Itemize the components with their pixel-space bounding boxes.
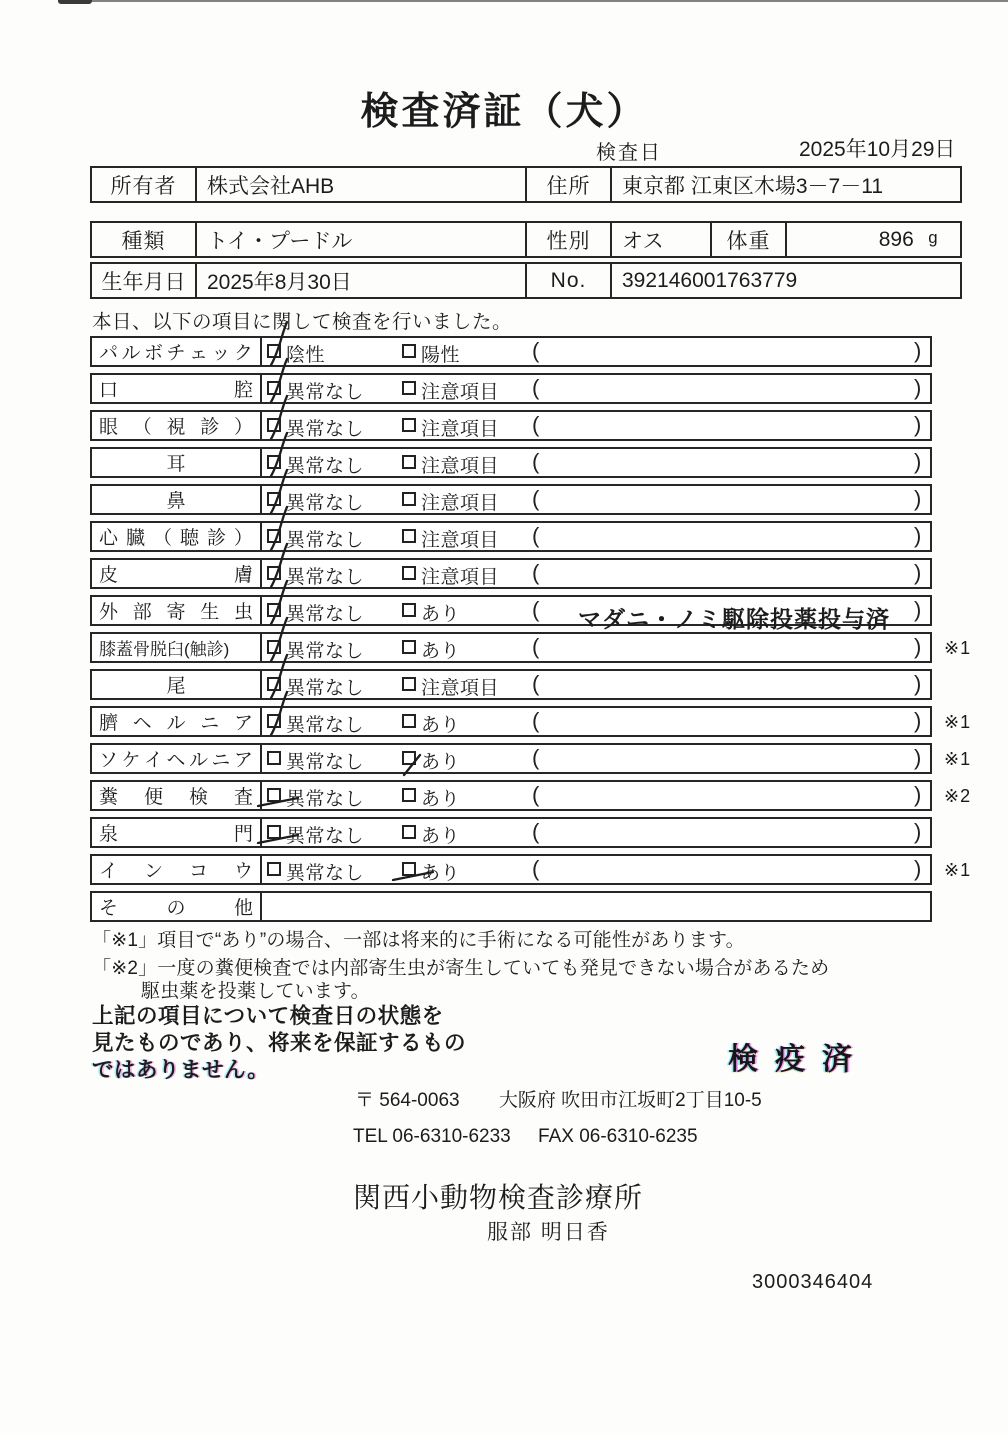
exam-row-7 — [90, 558, 932, 589]
address-value: 東京都 江東区木場3－7－11 — [622, 174, 883, 198]
label-char: コ — [188, 861, 208, 882]
address-label: 住所 — [527, 168, 612, 201]
option2-label: 注意項目 — [421, 567, 500, 588]
reference-mark: ※1 — [944, 860, 972, 880]
tel-line — [353, 1126, 698, 1148]
checkbox-異常なし — [267, 603, 281, 617]
close-paren: ) — [914, 560, 922, 585]
quarantine-stamp: 検疫済 — [728, 1043, 869, 1076]
clinic-name: 関西小動物検査診療所 — [353, 1182, 644, 1213]
checkbox-異常なし — [267, 418, 281, 432]
label-char: 膚 — [233, 565, 253, 586]
no-label: No. — [527, 264, 612, 297]
exam-row-label — [92, 412, 262, 439]
label-char: 臓 — [125, 528, 145, 549]
intro-text: 本日、以下の項目に関して検査を行いました。 — [92, 311, 513, 333]
label-char: 外 — [99, 602, 119, 623]
checkbox-異常なし — [267, 677, 281, 691]
open-paren: ( — [532, 375, 540, 400]
option1-label: 異常なし — [286, 863, 365, 884]
owner-label: 所有者 — [92, 168, 197, 201]
option2-label: あり — [421, 789, 461, 810]
option2-label: 注意項目 — [421, 382, 500, 403]
close-paren: ) — [914, 597, 922, 622]
exam-row-label — [92, 708, 262, 735]
weight-unit: g — [927, 230, 938, 249]
exam-row-content — [264, 523, 930, 550]
breed-row — [90, 221, 962, 258]
open-paren: ( — [532, 597, 540, 622]
close-paren: ) — [914, 523, 922, 548]
label-char: ウ — [233, 861, 253, 882]
label-char: 診 — [206, 528, 226, 549]
checkbox-異常なし — [267, 825, 281, 839]
open-paren: ( — [532, 708, 540, 733]
option1-label: 異常なし — [286, 715, 365, 736]
label-char: ク — [233, 343, 253, 364]
footnote-1: 「※1」項目で“あり”の場合、一部は将来的に手術になる可能性があります。 — [92, 930, 745, 951]
open-paren: ( — [532, 412, 540, 437]
exam-row-content — [264, 560, 930, 587]
exam-row-label — [92, 375, 262, 402]
exam-row-3 — [90, 410, 932, 441]
exam-row-content — [264, 893, 930, 920]
label-char: 泉 — [99, 824, 119, 845]
option2-label: 注意項目 — [421, 530, 500, 551]
label-char: 検 — [188, 787, 208, 808]
scan-artifact-line — [58, 0, 1008, 2]
birth-label: 生年月日 — [92, 264, 197, 297]
exam-row-8 — [90, 595, 932, 632]
label-char: 腔 — [233, 380, 253, 401]
close-paren: ) — [914, 338, 922, 363]
owner-row — [90, 166, 962, 203]
exam-row-content — [264, 708, 930, 735]
exam-row-4 — [90, 447, 932, 478]
exam-row-label — [92, 560, 262, 587]
checkbox-注意項目 — [402, 492, 416, 506]
label-char: ヘ — [166, 750, 186, 771]
checkbox-異常なし — [267, 455, 281, 469]
owner-value: 株式会社AHB — [197, 168, 527, 201]
exam-row-content — [264, 486, 930, 513]
checkbox-異常なし — [267, 862, 281, 876]
option2-label: あり — [421, 604, 461, 625]
open-paren: ( — [532, 819, 540, 844]
checkbox-異常なし — [267, 751, 281, 765]
open-paren: ( — [532, 560, 540, 585]
exam-row-2 — [90, 373, 932, 404]
option2-label: 注意項目 — [421, 419, 500, 440]
reference-mark: ※2 — [944, 786, 972, 806]
label-char: ッ — [211, 343, 231, 364]
label-char: ） — [233, 417, 253, 438]
label-char: 虫 — [233, 602, 253, 623]
checkbox-異常なし — [267, 640, 281, 654]
exam-row-label: 膝蓋骨脱臼(触診) — [92, 634, 262, 661]
label-char: 部 — [132, 602, 152, 623]
checkbox-注意項目 — [402, 455, 416, 469]
label-char: ケ — [121, 750, 141, 771]
close-paren: ) — [914, 412, 922, 437]
exam-row-9 — [90, 632, 972, 663]
exam-row-label — [92, 523, 262, 550]
exam-table — [90, 336, 972, 928]
option1-label: 異常なし — [286, 530, 365, 551]
exam-row-1 — [90, 336, 932, 367]
exam-row-6 — [90, 521, 932, 552]
exam-row-content — [264, 597, 930, 632]
checkbox-異常なし — [267, 381, 281, 395]
exam-row-label: 尾 — [92, 671, 262, 698]
footnote-2: 「※2」一度の糞便検査では内部寄生虫が寄生していても発見できない場合があるため — [92, 958, 830, 979]
inspection-date-label: 検査日 — [596, 142, 662, 164]
exam-row-content — [264, 412, 930, 439]
exam-row-content — [264, 819, 930, 846]
reference-mark: ※1 — [944, 712, 972, 732]
exam-row-label — [92, 893, 262, 920]
checkbox-あり — [402, 603, 416, 617]
label-char: 臍 — [99, 713, 119, 734]
exam-row-label — [92, 597, 262, 624]
checkbox-あり — [402, 640, 416, 654]
label-char: 診 — [200, 417, 220, 438]
close-paren: ) — [914, 449, 922, 474]
page-title: 検査済証（犬） — [360, 91, 648, 133]
option1-label: 異常なし — [286, 456, 365, 477]
label-char: 皮 — [99, 565, 119, 586]
postal-code: 〒 564-0063 — [355, 1090, 460, 1111]
inspection-date-value: 2025年10月29日 — [799, 138, 956, 161]
label-char: 門 — [233, 824, 253, 845]
option1-label: 異常なし — [286, 641, 365, 662]
option2-label: あり — [421, 641, 461, 662]
label-char: 心 — [99, 528, 119, 549]
breed-label: 種類 — [92, 223, 197, 256]
label-char: ヘ — [132, 713, 152, 734]
exam-row-label — [92, 782, 262, 809]
option1-label: 異常なし — [286, 567, 365, 588]
disclaimer-line3: ではありません。 — [92, 1058, 270, 1082]
inspector-name: 服部 明日香 — [487, 1221, 610, 1244]
label-char: 口 — [99, 380, 119, 401]
label-char: ェ — [188, 343, 208, 364]
checkbox-あり — [402, 825, 416, 839]
open-paren: ( — [532, 671, 540, 696]
option1-label: 異常なし — [286, 382, 365, 403]
label-char: そ — [99, 898, 119, 919]
checkbox-異常なし — [267, 714, 281, 728]
checkbox-注意項目 — [402, 677, 416, 691]
footnote-2-continued: 駆虫薬を投薬しています。 — [141, 981, 370, 1002]
exam-row-content — [264, 449, 930, 476]
clinic-address: 大阪府 吹田市江坂町2丁目10-5 — [498, 1090, 762, 1111]
exam-row-14 — [90, 817, 932, 848]
scan-artifact-blob — [58, 0, 92, 4]
option1-label: 異常なし — [286, 789, 365, 810]
exam-row-10 — [90, 669, 932, 700]
label-char: の — [166, 898, 186, 919]
option1-label: 異常なし — [286, 826, 365, 847]
label-char: ン — [143, 861, 163, 882]
close-paren: ) — [914, 708, 922, 733]
checkbox-異常なし — [267, 492, 281, 506]
paren-note-text: マダニ・ノミ駆除投薬投与済 — [578, 606, 890, 632]
close-paren: ) — [914, 634, 922, 659]
checkbox-注意項目 — [402, 381, 416, 395]
label-char: ル — [188, 750, 208, 771]
disclaimer-text — [92, 1003, 466, 1084]
exam-row-5 — [90, 484, 932, 515]
exam-row-12 — [90, 743, 972, 774]
label-char: パ — [99, 343, 119, 364]
sex-label: 性別 — [527, 223, 612, 256]
option1-label: 異常なし — [286, 419, 365, 440]
checkbox-あり — [402, 714, 416, 728]
exam-row-label: 耳 — [92, 449, 262, 476]
option1-label: 陰性 — [286, 345, 326, 366]
sex-value: オス — [612, 223, 712, 256]
label-char: 査 — [233, 787, 253, 808]
close-paren: ) — [914, 819, 922, 844]
open-paren: ( — [532, 634, 540, 659]
open-paren: ( — [532, 745, 540, 770]
exam-row-label — [92, 856, 262, 883]
option1-label: 異常なし — [286, 752, 365, 773]
checkbox-異常なし — [267, 529, 281, 543]
label-char: 聴 — [179, 528, 199, 549]
option2-label: あり — [421, 826, 461, 847]
checkbox-あり — [402, 862, 416, 876]
serial-number: 3000346404 — [752, 1271, 874, 1293]
exam-row-16 — [90, 891, 932, 922]
exam-row-label: 鼻 — [92, 486, 262, 513]
label-char: イ — [143, 750, 163, 771]
label-char: ニ — [211, 750, 231, 771]
open-paren: ( — [532, 523, 540, 548]
open-paren: ( — [532, 449, 540, 474]
close-paren: ) — [914, 671, 922, 696]
label-char: 生 — [200, 602, 220, 623]
label-char: 他 — [233, 898, 253, 919]
exam-row-label — [92, 338, 262, 365]
option2-label: 陽性 — [421, 345, 461, 366]
exam-row-11 — [90, 706, 972, 737]
exam-row-content — [264, 634, 930, 661]
close-paren: ) — [914, 375, 922, 400]
label-char: ボ — [143, 343, 163, 364]
birth-value: 2025年8月30日 — [197, 264, 527, 297]
label-char: チ — [166, 343, 186, 364]
close-paren: ) — [914, 745, 922, 770]
label-char: 視 — [166, 417, 186, 438]
checkbox-あり — [402, 788, 416, 802]
tel-number: TEL 06-6310-6233 — [353, 1126, 511, 1147]
checkbox-異常なし — [267, 788, 281, 802]
label-char: ソ — [99, 750, 119, 771]
option1-label: 異常なし — [286, 604, 365, 625]
close-paren: ) — [914, 856, 922, 881]
fax-number: FAX 06-6310-6235 — [538, 1126, 698, 1147]
checkbox-あり — [402, 751, 416, 765]
label-char: ） — [233, 528, 253, 549]
exam-row-content — [264, 671, 930, 698]
weight-value: 896 — [878, 227, 914, 251]
weight-label: 体重 — [712, 223, 787, 256]
no-value: 392146001763779 — [622, 268, 798, 292]
label-char: ル — [121, 343, 141, 364]
label-char: 寄 — [166, 602, 186, 623]
option2-label: 注意項目 — [421, 493, 500, 514]
label-char: ル — [166, 713, 186, 734]
label-char: 糞 — [99, 787, 119, 808]
label-char: （ — [152, 528, 172, 549]
option2-label: あり — [421, 863, 461, 884]
option1-label: 異常なし — [286, 493, 365, 514]
exam-row-content — [264, 375, 930, 402]
disclaimer-line1: 上記の項目について検査日の状態を — [92, 1004, 444, 1028]
option2-label: 注意項目 — [421, 678, 500, 699]
label-char: ニ — [200, 713, 220, 734]
checkbox-注意項目 — [402, 566, 416, 580]
label-char: ア — [233, 750, 253, 771]
close-paren: ) — [914, 782, 922, 807]
reference-mark: ※1 — [944, 638, 972, 658]
label-char: イ — [99, 861, 119, 882]
checkbox-陰性 — [267, 344, 281, 358]
weight-value-cell — [787, 223, 960, 256]
open-paren: ( — [532, 486, 540, 511]
label-char: （ — [132, 417, 152, 438]
label-char: 便 — [143, 787, 163, 808]
postal-line — [355, 1085, 762, 1112]
exam-row-label — [92, 819, 262, 846]
checkbox-陽性 — [402, 344, 416, 358]
option2-label: あり — [421, 715, 461, 736]
option2-label: あり — [421, 752, 461, 773]
exam-row-13 — [90, 780, 972, 811]
label-char: 眼 — [99, 417, 119, 438]
option1-label: 異常なし — [286, 678, 365, 699]
exam-row-content — [264, 782, 930, 809]
disclaimer-line2: 見たものであり、将来を保証するもの — [92, 1031, 467, 1055]
exam-row-label — [92, 745, 262, 772]
open-paren: ( — [532, 856, 540, 881]
checkbox-注意項目 — [402, 418, 416, 432]
close-paren: ) — [914, 486, 922, 511]
open-paren: ( — [532, 338, 540, 363]
exam-row-content — [264, 745, 930, 772]
checkbox-注意項目 — [402, 529, 416, 543]
exam-row-content — [264, 856, 930, 883]
exam-row-content — [264, 338, 930, 365]
checkbox-異常なし — [267, 566, 281, 580]
reference-mark: ※1 — [944, 749, 972, 769]
birth-row — [90, 262, 962, 299]
open-paren: ( — [532, 782, 540, 807]
breed-value: トイ・プードル — [197, 223, 527, 256]
exam-row-15 — [90, 854, 972, 885]
option2-label: 注意項目 — [421, 456, 500, 477]
label-char: ア — [233, 713, 253, 734]
